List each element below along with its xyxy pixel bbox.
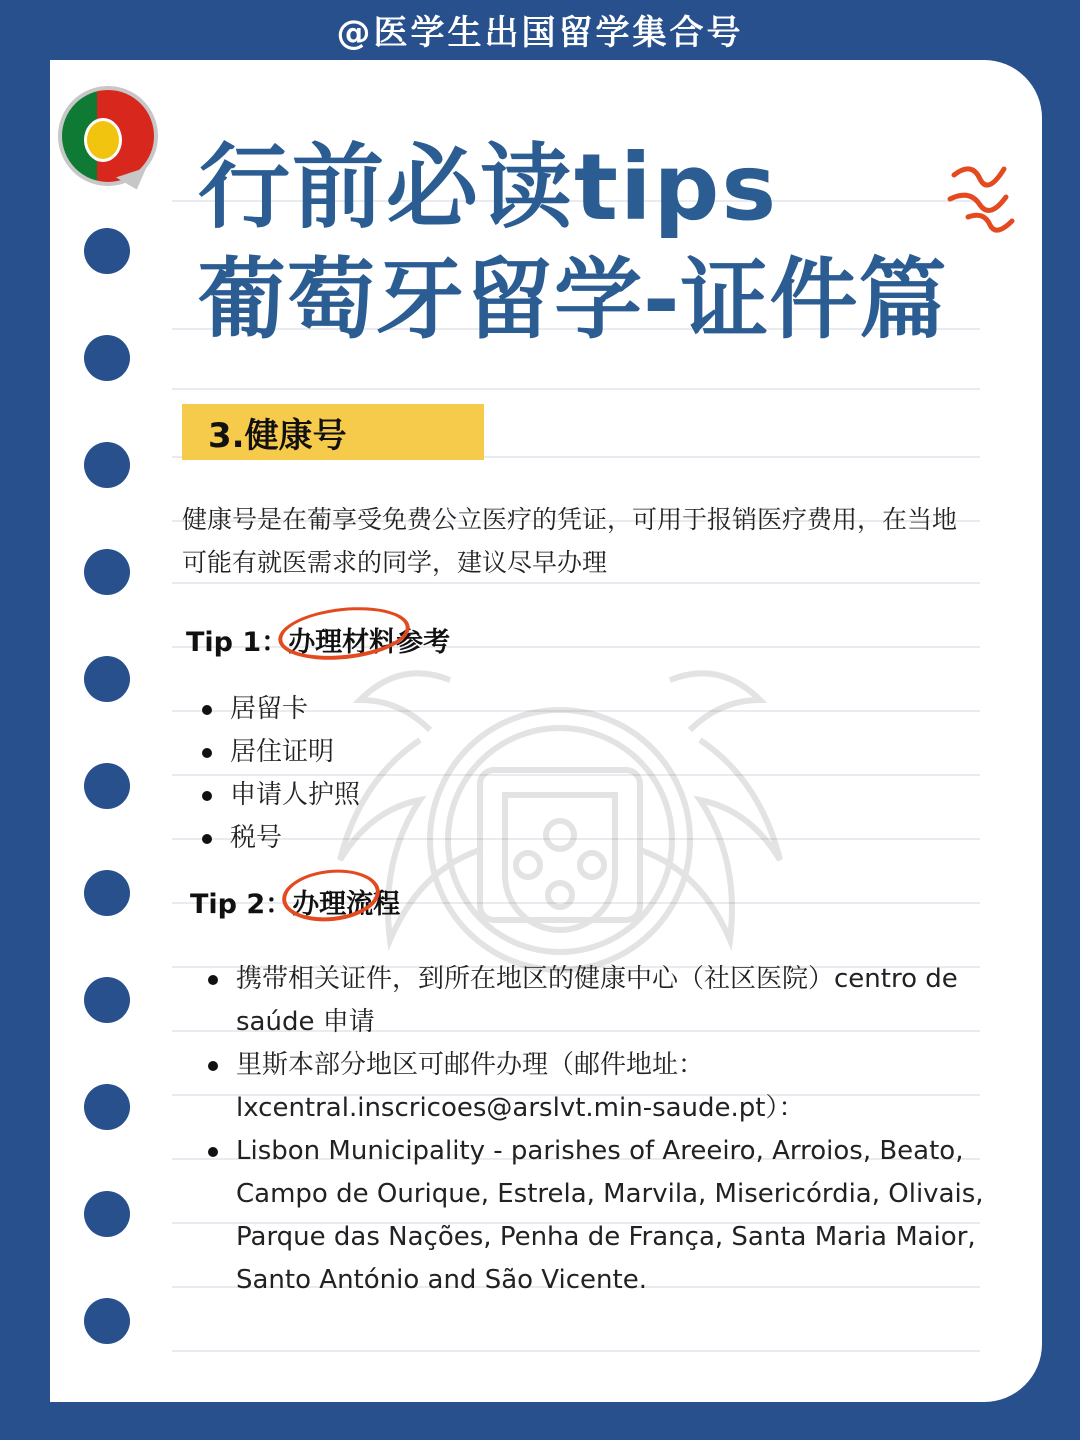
tip-2-highlight	[292, 882, 400, 921]
section-heading: 3.健康号	[182, 404, 484, 460]
tip-1-title: 办理材料参考	[288, 627, 451, 658]
title-line-2: 葡萄牙留学-证件篇	[198, 248, 948, 351]
binder-hole	[84, 1298, 130, 1344]
list-item: 携带相关证件，到所在地区的健康中心（社区医院）centro de saúde 申请	[208, 958, 988, 1044]
page-title	[198, 132, 948, 356]
list-item: 税号	[202, 817, 360, 860]
tip-1-heading	[186, 620, 450, 659]
title-line-1: 行前必读tips	[198, 134, 779, 241]
binder-hole	[84, 656, 130, 702]
rule-line	[172, 388, 980, 390]
binder-hole	[84, 442, 130, 488]
tip-1-prefix: Tip 1：	[186, 627, 289, 658]
notebook-page	[50, 60, 1042, 1402]
intro-paragraph: 健康号是在葡享受免费公立医疗的凭证，可用于报销医疗费用，在当地可能有就医需求的同学，建议尽早办理	[182, 505, 958, 577]
binder-hole	[84, 977, 130, 1023]
squiggle-decoration-icon	[940, 155, 1020, 250]
binder-hole	[84, 1084, 130, 1130]
flag-shield-icon	[84, 118, 122, 162]
binder-hole	[84, 228, 130, 274]
binder-hole	[84, 1191, 130, 1237]
process-list	[208, 958, 988, 1302]
account-handle: @医学生出国留学集合号	[336, 12, 744, 53]
list-item: 居住证明	[202, 731, 360, 774]
tip-2-title: 办理流程	[292, 889, 401, 920]
binder-hole	[84, 763, 130, 809]
tip-1-highlight	[288, 620, 450, 659]
binder-hole	[84, 870, 130, 916]
list-item: 申请人护照	[202, 774, 360, 817]
binder-hole	[84, 549, 130, 595]
rule-line	[172, 1350, 980, 1352]
list-item: Lisbon Municipality - parishes of Areeiro, Arroios, Beato, Campo de Ourique, Estrela, Marvila, Misericórdia, Olivais, Parque das Nações, Penha de França, Santa Maria Maior, Santo António and São Vicente.	[208, 1130, 988, 1302]
list-item: 居留卡	[202, 688, 360, 731]
tip-2-prefix: Tip 2：	[190, 889, 293, 920]
tip-2-heading	[190, 882, 400, 921]
binder-hole	[84, 335, 130, 381]
list-item: 里斯本部分地区可邮件办理（邮件地址：lxcentral.inscricoes@arslvt.min-saude.pt）：	[208, 1044, 988, 1130]
materials-list	[202, 688, 360, 860]
